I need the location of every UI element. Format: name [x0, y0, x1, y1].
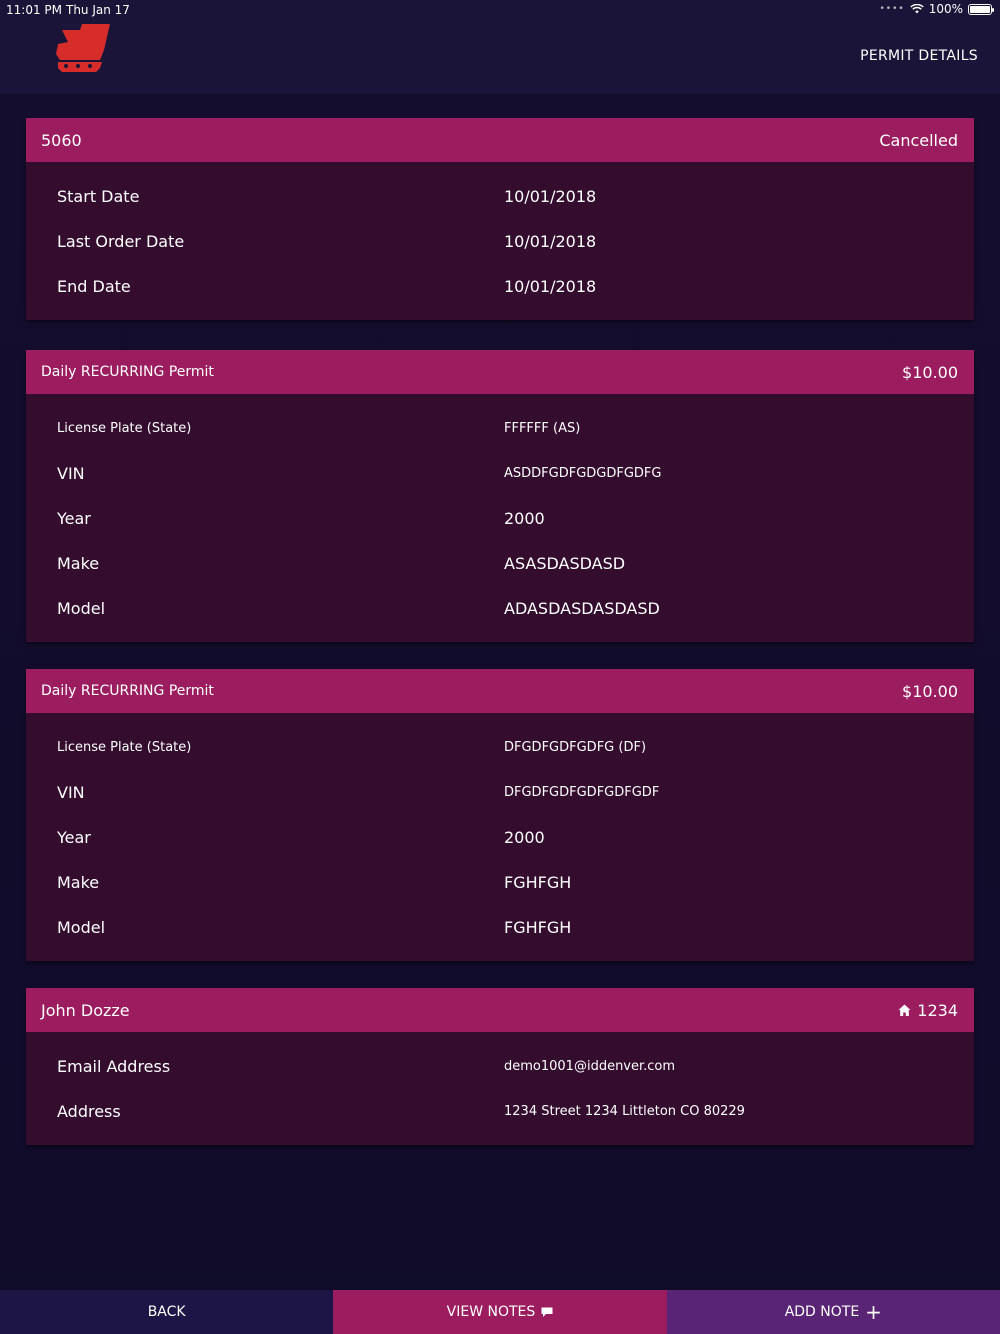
customer-name: John Dozze: [41, 1000, 130, 1020]
detail-label: Start Date: [57, 187, 140, 206]
permit-price: $10.00: [902, 681, 958, 701]
detail-value: 10/01/2018: [504, 232, 597, 251]
view-notes-label: VIEW NOTES: [446, 1304, 536, 1320]
detail-value: ASDDFGDFGDGDFGDFG: [504, 466, 662, 481]
back-button-label: BACK: [147, 1304, 186, 1320]
detail-label: Model: [57, 599, 106, 618]
vehicle-permit-header: [26, 350, 974, 394]
detail-row: [26, 542, 974, 587]
detail-label: License Plate (State): [57, 421, 192, 436]
customer-header: [26, 988, 974, 1032]
permit-type: Daily RECURRING Permit: [41, 364, 214, 380]
status-bar: [0, 0, 1000, 20]
detail-row: [26, 220, 974, 265]
detail-row: [26, 861, 974, 906]
detail-label: Last Order Date: [57, 232, 185, 251]
detail-label: Year: [57, 509, 91, 528]
detail-value: 2000: [504, 509, 545, 528]
detail-value: ASASDASDASD: [504, 554, 626, 573]
detail-row: [26, 906, 974, 951]
battery-icon: [968, 4, 992, 15]
view-notes-button[interactable]: [333, 1290, 666, 1334]
wifi-icon: [910, 4, 924, 14]
detail-label: VIN: [57, 783, 85, 802]
customer-card: [26, 988, 974, 1145]
status-time: 11:01 PM: [6, 3, 62, 17]
bottom-action-bar: [0, 1290, 1000, 1334]
detail-label: Address: [57, 1102, 121, 1121]
app-header: [0, 20, 1000, 94]
permit-price: $10.00: [902, 362, 958, 382]
detail-label: End Date: [57, 277, 131, 296]
detail-value: 10/01/2018: [504, 277, 597, 296]
company-logo-icon: [52, 24, 112, 72]
page-title: PERMIT DETAILS: [860, 48, 978, 64]
vehicle-permit-body: [26, 394, 974, 642]
status-indicators: [879, 2, 992, 16]
permit-summary-card: [26, 118, 974, 320]
detail-row: [26, 816, 974, 861]
permit-summary-body: [26, 162, 974, 320]
detail-value: 2000: [504, 828, 545, 847]
comment-icon: [541, 1307, 553, 1318]
unit-number: 1234: [917, 1000, 958, 1020]
permit-status: Cancelled: [879, 130, 958, 150]
detail-row: [26, 587, 974, 632]
detail-row: [26, 1090, 974, 1135]
status-date: Thu Jan 17: [66, 3, 130, 17]
detail-value: FFFFFF (AS): [504, 421, 581, 436]
detail-row: [26, 175, 974, 220]
add-note-button[interactable]: [667, 1290, 1000, 1334]
detail-label: License Plate (State): [57, 740, 192, 755]
vehicle-permit-header: [26, 669, 974, 713]
plus-icon: +: [865, 1300, 882, 1324]
signal-icon: ••••: [879, 4, 905, 14]
detail-value: 1234 Street 1234 Littleton CO 80229: [504, 1104, 745, 1119]
permit-type: Daily RECURRING Permit: [41, 683, 214, 699]
detail-value: FGHFGH: [504, 918, 572, 937]
detail-value: DFGDFGDFGDFG (DF): [504, 740, 647, 755]
home-icon: [898, 1004, 911, 1017]
detail-label: Make: [57, 554, 100, 573]
permit-summary-header: [26, 118, 974, 162]
vehicle-permit-body: [26, 713, 974, 961]
customer-unit: [898, 1001, 958, 1020]
detail-row: [26, 771, 974, 816]
battery-percent: 100%: [928, 2, 963, 16]
detail-label: VIN: [57, 464, 85, 483]
detail-value: demo1001@iddenver.com: [504, 1059, 676, 1074]
add-note-label: ADD NOTE: [784, 1304, 860, 1320]
detail-value: 10/01/2018: [504, 187, 597, 206]
detail-row: [26, 497, 974, 542]
detail-label: Model: [57, 918, 106, 937]
detail-value: ADASDASDASDASD: [504, 599, 660, 618]
detail-label: Year: [57, 828, 91, 847]
detail-label: Email Address: [57, 1057, 171, 1076]
customer-body: [26, 1032, 974, 1145]
detail-value: DFGDFGDFGDFGDFGDF: [504, 785, 660, 800]
detail-row: [26, 452, 974, 497]
permit-id: 5060: [41, 130, 82, 150]
detail-label: Make: [57, 873, 100, 892]
vehicle-permit-card: [26, 669, 974, 961]
vehicle-permit-card: [26, 350, 974, 642]
back-button[interactable]: [0, 1290, 333, 1334]
detail-row: [26, 265, 974, 310]
detail-row: [26, 1045, 974, 1090]
detail-row: [26, 726, 974, 771]
detail-row: [26, 407, 974, 452]
detail-value: FGHFGH: [504, 873, 572, 892]
